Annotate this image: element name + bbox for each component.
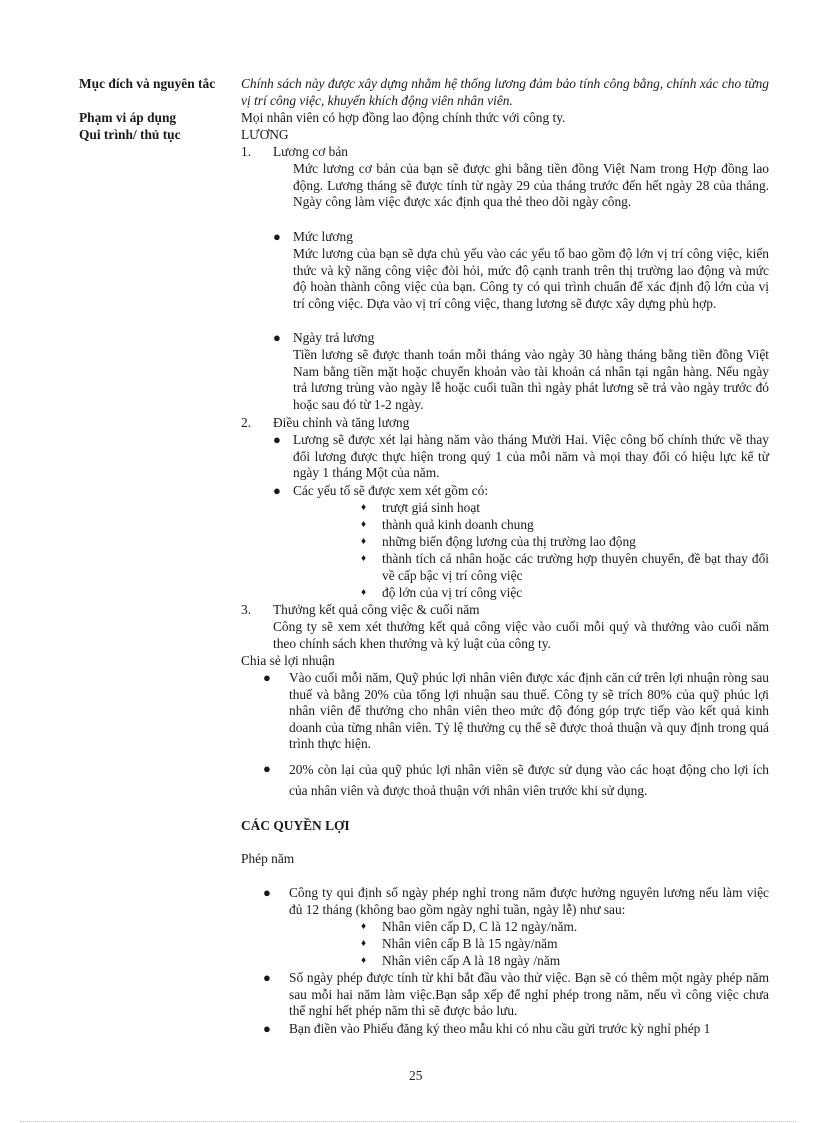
item1-sub1-title: Mức lương — [293, 229, 353, 244]
bullet-icon: ● — [273, 483, 281, 498]
bullet-icon: ● — [273, 330, 281, 345]
item1-sub2-title: Ngày trả lương — [293, 330, 375, 345]
page-edge-divider — [20, 1121, 796, 1122]
item3-body: Công ty sẽ xem xét thưởng kết quả công việc vào cuối mỗi quý và thưởng vào cuối năm theo chính sách khen thưởng và kỷ luật của công ty. — [273, 619, 769, 651]
item1-number: 1. — [241, 144, 252, 159]
diamond-bullet-icon: ♦ — [361, 519, 367, 530]
profit-bullet1: Vào cuối mỗi năm, Quỹ phúc lợi nhân viên được xác định căn cứ trên lợi nhuận ròng sau thuế và bằng 20% của tổng lợi nhuận sau thuế. Công ty sẽ trích 80% của quỹ phúc lợi nhân viên để thưởng cho nhân viên theo mức độ đóng góp trực tiếp vào kết quả kinh doanh của từng nhân viên. Tỷ lệ thưởng cụ thể sẽ được thoả thuận và quy định trong quá trình thực hiện. — [289, 670, 769, 752]
item2-title: Điều chỉnh và tăng lương — [273, 415, 410, 430]
factor-item: những biến động lương của thị trường lao động — [382, 534, 636, 549]
benefits-heading: CÁC QUYỀN LỢI — [241, 818, 350, 833]
diamond-bullet-icon: ♦ — [361, 921, 367, 932]
bullet-icon: ● — [273, 229, 281, 244]
bullet-icon: ● — [263, 885, 271, 900]
factor-item: trượt giá sinh hoạt — [382, 500, 481, 515]
item2-bullet1: Lương sẽ được xét lại hàng năm vào tháng Mười Hai. Việc công bố chính thức về thay đổi lương được thực hiện trong quý 1 của mỗi năm và mọi thay đổi có hiệu lực kể từ ngày 1 tháng Một của năm. — [293, 432, 769, 481]
item1-sub1-body: Mức lương của bạn sẽ dựa chủ yếu vào các yếu tố bao gồm độ lớn vị trí công việc, kiến thức và kỹ năng công việc đòi hỏi, mức độ cạnh tranh trên thị trường lao động và mức độ hoàn thành công việc của bạn. Công ty có qui trình chuẩn để xác định độ lớn của vị trí công việc. Dựa vào vị trí công việc, thang lương sẽ được xây dựng phù hợp. — [293, 246, 769, 311]
profit-bullet2: 20% còn lại của quỹ phúc lợi nhân viên sẽ được sử dụng vào các hoạt động cho lợi ích của nhân viên và được thoả thuận với nhân viên trước khi sử dụng. — [289, 762, 769, 798]
item1-sub2-body: Tiền lương sẽ được thanh toán mỗi tháng vào ngày 30 hàng tháng bằng tiền đồng Việt Nam bằng tiền mặt hoặc chuyển khoản vào tài khoản cá nhân tại ngân hàng. Nếu ngày trả lương trùng vào ngày lễ hoặc cuối tuần thì ngày phát lương sẽ trả vào ngày trước đó hoặc sau đó từ 1-2 ngày. — [293, 347, 769, 412]
leave-bullet2: Số ngày phép được tính từ khi bắt đầu vào thử việc. Bạn sẽ có thêm một ngày phép năm sau mỗi hai năm làm việc.Bạn sắp xếp để nghỉ phép trong năm, nếu vì công việc chưa thể nghỉ hết phép năm thì sẽ được bảo lưu. — [289, 970, 769, 1019]
bullet-icon: ● — [263, 670, 271, 685]
scope-text: Mọi nhân viên có hợp đồng lao động chính thức với công ty. — [241, 110, 566, 125]
leave-title: Phép năm — [241, 851, 295, 866]
leave-bullet3: Bạn điền vào Phiếu đăng ký theo mẫu khi có nhu cầu gửi trước kỳ nghỉ phép 1 — [289, 1021, 711, 1036]
section-luong: LƯƠNG — [241, 127, 289, 142]
label-purpose: Mục đích và nguyên tắc — [79, 76, 216, 91]
item1-body: Mức lương cơ bản của bạn sẽ được ghi bằng tiền đồng Việt Nam trong Hợp đồng lao động. Lương tháng sẽ được tính từ ngày 29 của tháng trước đến hết ngày 28 của tháng. Ngày công làm việc được xác định qua thẻ theo dõi ngày công. — [293, 161, 769, 210]
diamond-bullet-icon: ♦ — [361, 536, 367, 547]
label-scope: Phạm vi áp dụng — [79, 110, 177, 125]
purpose-text: Chính sách này được xây dựng nhằm hệ thống lương đảm bảo tính công bằng, chính xác cho từng vị trí công việc, khuyến khích động viên nhân viên. — [241, 76, 769, 108]
factor-item: thành tích cá nhân hoặc các trường hợp thuyên chuyển, đề bạt thay đổi về cấp bậc vị trí công việc — [382, 551, 769, 583]
bullet-icon: ● — [273, 432, 281, 447]
diamond-bullet-icon: ♦ — [361, 502, 367, 513]
item3-number: 3. — [241, 602, 252, 617]
leave-level: Nhân viên cấp A là 18 ngày /năm — [382, 953, 561, 968]
diamond-bullet-icon: ♦ — [361, 955, 367, 966]
diamond-bullet-icon: ♦ — [361, 553, 367, 564]
leave-level: Nhân viên cấp B là 15 ngày/năm — [382, 936, 558, 951]
item2-bullet2: Các yếu tố sẽ được xem xét gồm có: — [293, 483, 489, 498]
factor-item: thành quả kinh doanh chung — [382, 517, 534, 532]
item3-title: Thưởng kết quả công việc & cuối năm — [273, 602, 480, 617]
page-number: 25 — [409, 1068, 423, 1083]
item1-title: Lương cơ bản — [273, 144, 348, 159]
profit-title: Chia sẻ lợi nhuận — [241, 653, 335, 668]
label-procedure: Qui trình/ thủ tục — [79, 127, 181, 142]
leave-level: Nhân viên cấp D, C là 12 ngày/năm. — [382, 919, 578, 934]
diamond-bullet-icon: ♦ — [361, 938, 367, 949]
leave-bullet1: Công ty qui định số ngày phép nghỉ trong năm được hưởng nguyên lương nếu làm việc đủ 12 tháng (không bao gồm ngày nghỉ tuần, ngày lễ) như sau: — [289, 885, 769, 917]
diamond-bullet-icon: ♦ — [361, 587, 367, 598]
factor-item: độ lớn của vị trí công việc — [382, 585, 523, 600]
bullet-icon: ● — [263, 761, 271, 776]
item2-number: 2. — [241, 415, 252, 430]
bullet-icon: ● — [263, 1021, 271, 1036]
bullet-icon: ● — [263, 970, 271, 985]
